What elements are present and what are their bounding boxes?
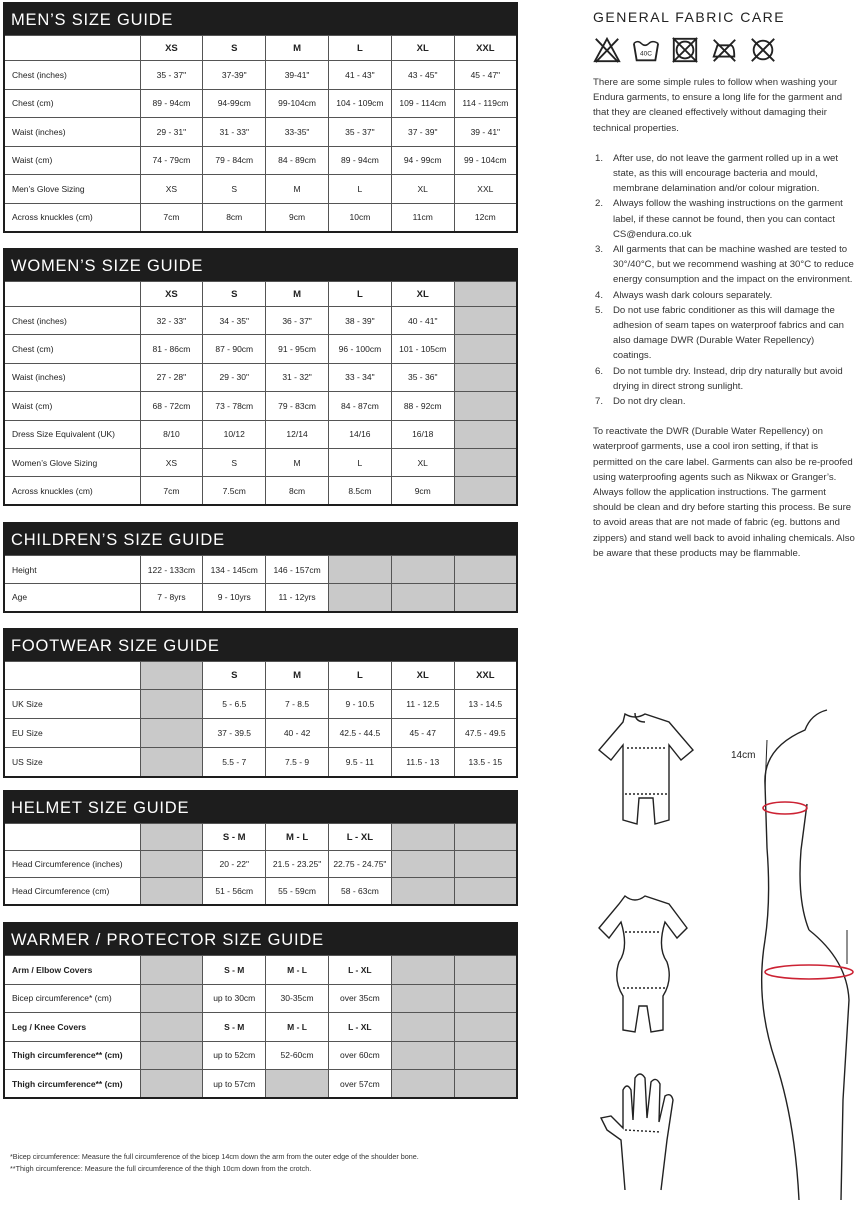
table-row bbox=[4, 956, 517, 985]
arm-leg-figure bbox=[762, 710, 853, 1200]
rule-number: 3. bbox=[595, 244, 604, 256]
table-cell: 20 - 22" bbox=[203, 851, 266, 878]
table-cell: 52-60cm bbox=[266, 1041, 329, 1070]
column-header: S bbox=[203, 36, 266, 61]
table-cell: 8cm bbox=[266, 477, 329, 505]
table-cell: S - M bbox=[203, 956, 266, 985]
column-header bbox=[454, 824, 517, 851]
table-cell: 31 - 32" bbox=[266, 363, 329, 391]
table-cell: 11 - 12yrs bbox=[266, 584, 329, 612]
table-cell: 33 - 34" bbox=[328, 363, 391, 391]
care-icons bbox=[593, 36, 777, 64]
female-torso-figure bbox=[599, 896, 687, 1032]
table-cell bbox=[140, 690, 203, 719]
table-cell: M bbox=[266, 448, 329, 476]
arm-measure-label: 14cm bbox=[731, 750, 756, 761]
table-cell: 37 - 39" bbox=[391, 118, 454, 147]
table-cell: 89 - 94cm bbox=[328, 146, 391, 175]
table-cell bbox=[454, 984, 517, 1013]
table-cell: 122 - 133cm bbox=[140, 556, 203, 584]
table-cell: up to 52cm bbox=[203, 1041, 266, 1070]
row-label: Dress Size Equivalent (UK) bbox=[4, 420, 140, 448]
row-label: Waist (inches) bbox=[4, 118, 140, 147]
no-dry-clean-icon bbox=[749, 36, 777, 64]
column-header: XS bbox=[140, 282, 203, 307]
table-cell: 8.5cm bbox=[328, 477, 391, 505]
rule-number: 7. bbox=[595, 396, 604, 408]
rule-text: All garments that can be machine washed are tested to 30°/40°C, but we recommend washing at 30°C to reduce energy consumption and the impact on the environment. bbox=[613, 244, 854, 286]
table-cell bbox=[140, 1013, 203, 1042]
table-row bbox=[4, 448, 517, 476]
header-row bbox=[4, 824, 517, 851]
table-cell: 10cm bbox=[328, 203, 391, 232]
table-cell: 11.5 - 13 bbox=[391, 748, 454, 777]
table-row bbox=[4, 1041, 517, 1070]
table-cell bbox=[454, 307, 517, 335]
table-cell bbox=[454, 420, 517, 448]
mens-size-guide bbox=[3, 2, 518, 233]
table-cell bbox=[266, 1070, 329, 1099]
table-cell bbox=[391, 984, 454, 1013]
table-cell bbox=[454, 335, 517, 363]
row-label: Arm / Elbow Covers bbox=[4, 956, 140, 985]
column-header: XL bbox=[391, 282, 454, 307]
column-header: S bbox=[203, 282, 266, 307]
measurement-diagrams bbox=[585, 700, 855, 1200]
row-label bbox=[4, 662, 140, 690]
table-cell: XL bbox=[391, 448, 454, 476]
table-cell: L bbox=[328, 175, 391, 204]
table-cell: 55 - 59cm bbox=[266, 878, 329, 905]
table-cell: 9 - 10.5 bbox=[328, 690, 391, 719]
footnotes bbox=[10, 1151, 419, 1175]
row-label: Waist (cm) bbox=[4, 146, 140, 175]
footwear-title: FOOTWEAR SIZE GUIDE bbox=[3, 628, 518, 661]
table-row bbox=[4, 203, 517, 232]
table-row bbox=[4, 307, 517, 335]
table-cell bbox=[391, 851, 454, 878]
table-cell: 101 - 105cm bbox=[391, 335, 454, 363]
warmer-size-guide bbox=[3, 922, 518, 1099]
table-cell bbox=[454, 1013, 517, 1042]
table-cell: 39-41" bbox=[266, 61, 329, 90]
care-outro: To reactivate the DWR (Durable Water Repellency) on waterproof garments, use a cool iron setting, if that is permitted on the care label. Garments can also be re-proofed using waterproofing agents such as Nikwax or Granger’s. Always follow the application instructions. The garment should be clean and dry before starting this process. Be sure to avoid areas that are not made of fabric (eg. buttons and zippers) and stand well back to avoid inhaling chemicals. Also be aware that these products may be flammable. bbox=[593, 426, 855, 559]
rule-number: 1. bbox=[595, 152, 604, 164]
table-cell bbox=[454, 556, 517, 584]
table-cell: 104 - 109cm bbox=[328, 89, 391, 118]
care-rule bbox=[593, 242, 855, 288]
table-cell: 35 - 37" bbox=[140, 61, 203, 90]
table-cell: 14/16 bbox=[328, 420, 391, 448]
table-cell: 35 - 36" bbox=[391, 363, 454, 391]
childrens-size-guide bbox=[3, 522, 518, 613]
rule-number: 5. bbox=[595, 304, 604, 316]
table-cell: M - L bbox=[266, 1013, 329, 1042]
table-cell bbox=[454, 851, 517, 878]
table-cell: over 60cm bbox=[328, 1041, 391, 1070]
table-cell: 37-39" bbox=[203, 61, 266, 90]
care-rule bbox=[593, 364, 855, 394]
row-label: Chest (cm) bbox=[4, 89, 140, 118]
table-cell bbox=[140, 956, 203, 985]
table-cell: 10/12 bbox=[203, 420, 266, 448]
table-cell bbox=[454, 477, 517, 505]
hand-figure bbox=[601, 1074, 673, 1190]
helmet-size-guide bbox=[3, 790, 518, 906]
table-row bbox=[4, 584, 517, 612]
mens-title: MEN’S SIZE GUIDE bbox=[3, 2, 518, 35]
table-cell: 99 - 104cm bbox=[454, 146, 517, 175]
table-cell: 16/18 bbox=[391, 420, 454, 448]
care-rule bbox=[593, 303, 855, 364]
table-cell bbox=[454, 448, 517, 476]
table-row bbox=[4, 146, 517, 175]
table-cell: 22.75 - 24.75" bbox=[328, 851, 391, 878]
table-row bbox=[4, 392, 517, 420]
table-row bbox=[4, 363, 517, 391]
row-label: Bicep circumference* (cm) bbox=[4, 984, 140, 1013]
column-header: XL bbox=[391, 36, 454, 61]
row-label: Men’s Glove Sizing bbox=[4, 175, 140, 204]
table-cell bbox=[140, 878, 203, 905]
rule-number: 4. bbox=[595, 289, 604, 301]
table-cell bbox=[140, 851, 203, 878]
row-label: Waist (inches) bbox=[4, 363, 140, 391]
table-cell: 7cm bbox=[140, 477, 203, 505]
table-cell: 47.5 - 49.5 bbox=[454, 719, 517, 748]
column-header: L - XL bbox=[328, 824, 391, 851]
table-row bbox=[4, 420, 517, 448]
mens-table bbox=[3, 35, 518, 233]
table-cell: 12/14 bbox=[266, 420, 329, 448]
table-cell: 58 - 63cm bbox=[328, 878, 391, 905]
table-cell: 7 - 8.5 bbox=[266, 690, 329, 719]
column-header: XXL bbox=[454, 36, 517, 61]
table-cell: 21.5 - 23.25" bbox=[266, 851, 329, 878]
rule-text: After use, do not leave the garment rolled up in a wet state, as this will encourage bacteria and mould, membrane delamination and/or colour migration. bbox=[613, 152, 839, 195]
table-cell: 45 - 47" bbox=[454, 61, 517, 90]
table-cell: 9cm bbox=[391, 477, 454, 505]
table-cell: M - L bbox=[266, 956, 329, 985]
warmer-table bbox=[3, 955, 518, 1099]
table-cell: 37 - 39.5 bbox=[203, 719, 266, 748]
table-cell: 29 - 31" bbox=[140, 118, 203, 147]
male-torso-figure bbox=[599, 713, 693, 824]
column-header bbox=[454, 282, 517, 307]
table-cell bbox=[454, 363, 517, 391]
table-cell bbox=[391, 878, 454, 905]
table-cell: 114 - 119cm bbox=[454, 89, 517, 118]
care-rule bbox=[593, 394, 855, 409]
womens-size-guide bbox=[3, 248, 518, 506]
table-cell: 81 - 86cm bbox=[140, 335, 203, 363]
rule-number: 6. bbox=[595, 365, 604, 377]
column-header: S bbox=[203, 662, 266, 690]
table-cell: 84 - 89cm bbox=[266, 146, 329, 175]
table-cell bbox=[454, 1070, 517, 1099]
table-cell: 7.5cm bbox=[203, 477, 266, 505]
table-cell: 13.5 - 15 bbox=[454, 748, 517, 777]
row-label: Age bbox=[4, 584, 140, 612]
table-cell: 43 - 45" bbox=[391, 61, 454, 90]
table-row bbox=[4, 335, 517, 363]
table-cell: 45 - 47 bbox=[391, 719, 454, 748]
table-cell: over 35cm bbox=[328, 984, 391, 1013]
table-cell: 7 - 8yrs bbox=[140, 584, 203, 612]
table-cell: 74 - 79cm bbox=[140, 146, 203, 175]
table-cell: 40 - 41" bbox=[391, 307, 454, 335]
table-cell: 41 - 43" bbox=[328, 61, 391, 90]
table-cell: 42.5 - 44.5 bbox=[328, 719, 391, 748]
table-cell bbox=[391, 556, 454, 584]
table-row bbox=[4, 61, 517, 90]
table-cell: 146 - 157cm bbox=[266, 556, 329, 584]
table-cell: 12cm bbox=[454, 203, 517, 232]
header-row bbox=[4, 662, 517, 690]
table-cell: XS bbox=[140, 175, 203, 204]
table-cell: 38 - 39" bbox=[328, 307, 391, 335]
row-label: Across knuckles (cm) bbox=[4, 203, 140, 232]
childrens-table bbox=[3, 555, 518, 613]
table-cell: L - XL bbox=[328, 956, 391, 985]
table-cell: 134 - 145cm bbox=[203, 556, 266, 584]
table-cell: M bbox=[266, 175, 329, 204]
column-header: S - M bbox=[203, 824, 266, 851]
row-label: Across knuckles (cm) bbox=[4, 477, 140, 505]
rule-text: Do not dry clean. bbox=[613, 396, 686, 408]
rule-text: Do not use fabric conditioner as this will damage the adhesion of seam tapes on waterproof fabrics and can also damage DWR (Durable Water Repellency) coatings. bbox=[613, 304, 844, 362]
table-cell: over 57cm bbox=[328, 1070, 391, 1099]
table-row bbox=[4, 175, 517, 204]
table-cell: up to 57cm bbox=[203, 1070, 266, 1099]
care-rules bbox=[593, 151, 855, 409]
table-cell bbox=[454, 956, 517, 985]
table-cell bbox=[391, 1070, 454, 1099]
table-cell: 94-99cm bbox=[203, 89, 266, 118]
row-label: UK Size bbox=[4, 690, 140, 719]
table-cell: 5 - 6.5 bbox=[203, 690, 266, 719]
table-row bbox=[4, 477, 517, 505]
rule-text: Do not tumble dry. Instead, drip dry naturally but avoid drying in direct strong sunlight. bbox=[613, 365, 843, 392]
column-header: M - L bbox=[266, 824, 329, 851]
table-cell: 11 - 12.5 bbox=[391, 690, 454, 719]
row-label: Waist (cm) bbox=[4, 392, 140, 420]
table-cell: 40 - 42 bbox=[266, 719, 329, 748]
care-intro: There are some simple rules to follow when washing your Endura garments, to ensure a long life for the garment and that they are cleaned effectively without damaging their technical properties. bbox=[593, 77, 843, 134]
table-cell: 99-104cm bbox=[266, 89, 329, 118]
care-rule bbox=[593, 196, 855, 242]
table-cell: 94 - 99cm bbox=[391, 146, 454, 175]
row-label: Women’s Glove Sizing bbox=[4, 448, 140, 476]
table-cell: 9 - 10yrs bbox=[203, 584, 266, 612]
table-row bbox=[4, 690, 517, 719]
table-cell bbox=[454, 584, 517, 612]
bicep-measure-ring bbox=[763, 802, 807, 814]
table-cell bbox=[454, 878, 517, 905]
table-cell: 35 - 37" bbox=[328, 118, 391, 147]
row-label: Thigh circumference** (cm) bbox=[4, 1041, 140, 1070]
table-cell bbox=[140, 748, 203, 777]
row-label: Chest (cm) bbox=[4, 335, 140, 363]
table-cell: S - M bbox=[203, 1013, 266, 1042]
rule-text: Always follow the washing instructions on the garment label, if these cannot be found, then you can contact CS@endura.co.uk bbox=[613, 198, 843, 240]
column-header: M bbox=[266, 662, 329, 690]
column-header: M bbox=[266, 282, 329, 307]
table-cell: 89 - 94cm bbox=[140, 89, 203, 118]
row-label: Head Circumference (inches) bbox=[4, 851, 140, 878]
table-cell: 8/10 bbox=[140, 420, 203, 448]
table-cell: 11cm bbox=[391, 203, 454, 232]
table-cell bbox=[140, 1041, 203, 1070]
table-cell: S bbox=[203, 175, 266, 204]
table-cell bbox=[391, 1041, 454, 1070]
row-label: Chest (inches) bbox=[4, 61, 140, 90]
table-cell: 9cm bbox=[266, 203, 329, 232]
column-header bbox=[140, 662, 203, 690]
table-cell: 32 - 33" bbox=[140, 307, 203, 335]
table-cell bbox=[454, 1041, 517, 1070]
warmer-title: WARMER / PROTECTOR SIZE GUIDE bbox=[3, 922, 518, 955]
table-cell bbox=[140, 984, 203, 1013]
table-cell: 87 - 90cm bbox=[203, 335, 266, 363]
table-cell: 7cm bbox=[140, 203, 203, 232]
table-cell: 91 - 95cm bbox=[266, 335, 329, 363]
thigh-footnote: **Thigh circumference: Measure the full circumference of the thigh 10cm down from the crotch. bbox=[10, 1164, 312, 1173]
column-header bbox=[391, 824, 454, 851]
table-cell: S bbox=[203, 448, 266, 476]
no-bleach-icon bbox=[593, 36, 621, 64]
table-cell: 31 - 33" bbox=[203, 118, 266, 147]
row-label bbox=[4, 36, 140, 61]
rule-text: Always wash dark colours separately. bbox=[613, 289, 773, 301]
table-cell bbox=[454, 392, 517, 420]
table-cell: 36 - 37" bbox=[266, 307, 329, 335]
column-header: M bbox=[266, 36, 329, 61]
womens-title: WOMEN’S SIZE GUIDE bbox=[3, 248, 518, 281]
helmet-table bbox=[3, 823, 518, 906]
footwear-size-guide bbox=[3, 628, 518, 778]
thigh-measure-ring bbox=[765, 965, 853, 979]
table-cell: up to 30cm bbox=[203, 984, 266, 1013]
table-cell: XXL bbox=[454, 175, 517, 204]
table-row bbox=[4, 1013, 517, 1042]
table-cell: XL bbox=[391, 175, 454, 204]
care-title: GENERAL FABRIC CARE bbox=[593, 9, 786, 25]
no-iron-icon bbox=[710, 36, 738, 64]
table-cell: 9.5 - 11 bbox=[328, 748, 391, 777]
table-cell bbox=[140, 1070, 203, 1099]
table-row bbox=[4, 1070, 517, 1099]
table-cell: 29 - 30" bbox=[203, 363, 266, 391]
womens-table bbox=[3, 281, 518, 506]
table-row bbox=[4, 556, 517, 584]
table-cell: 8cm bbox=[203, 203, 266, 232]
header-row bbox=[4, 282, 517, 307]
row-label: Leg / Knee Covers bbox=[4, 1013, 140, 1042]
table-row bbox=[4, 851, 517, 878]
helmet-title: HELMET SIZE GUIDE bbox=[3, 790, 518, 823]
table-cell: 68 - 72cm bbox=[140, 392, 203, 420]
column-header: XS bbox=[140, 36, 203, 61]
table-cell: L - XL bbox=[328, 1013, 391, 1042]
body-figures bbox=[585, 700, 855, 1200]
table-cell bbox=[328, 556, 391, 584]
table-cell: 13 - 14.5 bbox=[454, 690, 517, 719]
row-label bbox=[4, 282, 140, 307]
row-label: Height bbox=[4, 556, 140, 584]
wash-temp: 40C bbox=[640, 50, 652, 58]
column-header: L bbox=[328, 36, 391, 61]
table-cell: 88 - 92cm bbox=[391, 392, 454, 420]
care-rule bbox=[593, 288, 855, 303]
table-cell bbox=[328, 584, 391, 612]
table-cell: 73 - 78cm bbox=[203, 392, 266, 420]
row-label bbox=[4, 824, 140, 851]
no-tumble-dry-icon bbox=[671, 36, 699, 64]
table-row bbox=[4, 878, 517, 905]
table-row bbox=[4, 748, 517, 777]
table-row bbox=[4, 89, 517, 118]
column-header: XL bbox=[391, 662, 454, 690]
table-cell: 30-35cm bbox=[266, 984, 329, 1013]
table-cell: 5.5 - 7 bbox=[203, 748, 266, 777]
column-header: L bbox=[328, 282, 391, 307]
table-row bbox=[4, 984, 517, 1013]
table-row bbox=[4, 719, 517, 748]
care-text bbox=[593, 75, 855, 576]
table-cell: 34 - 35" bbox=[203, 307, 266, 335]
table-cell: 79 - 84cm bbox=[203, 146, 266, 175]
table-cell: 27 - 28" bbox=[140, 363, 203, 391]
table-cell: 84 - 87cm bbox=[328, 392, 391, 420]
table-cell: 39 - 41" bbox=[454, 118, 517, 147]
column-header: XXL bbox=[454, 662, 517, 690]
table-cell bbox=[140, 719, 203, 748]
table-cell bbox=[391, 584, 454, 612]
row-label: EU Size bbox=[4, 719, 140, 748]
column-header: L bbox=[328, 662, 391, 690]
row-label: Thigh circumference** (cm) bbox=[4, 1070, 140, 1099]
rule-number: 2. bbox=[595, 198, 604, 210]
table-cell: 7.5 - 9 bbox=[266, 748, 329, 777]
table-row bbox=[4, 118, 517, 147]
childrens-title: CHILDREN’S SIZE GUIDE bbox=[3, 522, 518, 555]
table-cell: 79 - 83cm bbox=[266, 392, 329, 420]
header-row bbox=[4, 36, 517, 61]
wash-40c-icon bbox=[632, 36, 660, 64]
row-label: Head Circumference (cm) bbox=[4, 878, 140, 905]
table-cell: 109 - 114cm bbox=[391, 89, 454, 118]
row-label: Chest (inches) bbox=[4, 307, 140, 335]
footwear-table bbox=[3, 661, 518, 778]
row-label: US Size bbox=[4, 748, 140, 777]
care-rule bbox=[593, 151, 855, 197]
table-cell: XS bbox=[140, 448, 203, 476]
table-cell: 96 - 100cm bbox=[328, 335, 391, 363]
table-cell bbox=[391, 956, 454, 985]
bicep-footnote: *Bicep circumference: Measure the full circumference of the bicep 14cm down the arm from the outer edge of the shoulder bone. bbox=[10, 1152, 419, 1161]
table-cell bbox=[391, 1013, 454, 1042]
table-cell: L bbox=[328, 448, 391, 476]
column-header bbox=[140, 824, 203, 851]
table-cell: 51 - 56cm bbox=[203, 878, 266, 905]
table-cell: 33-35" bbox=[266, 118, 329, 147]
